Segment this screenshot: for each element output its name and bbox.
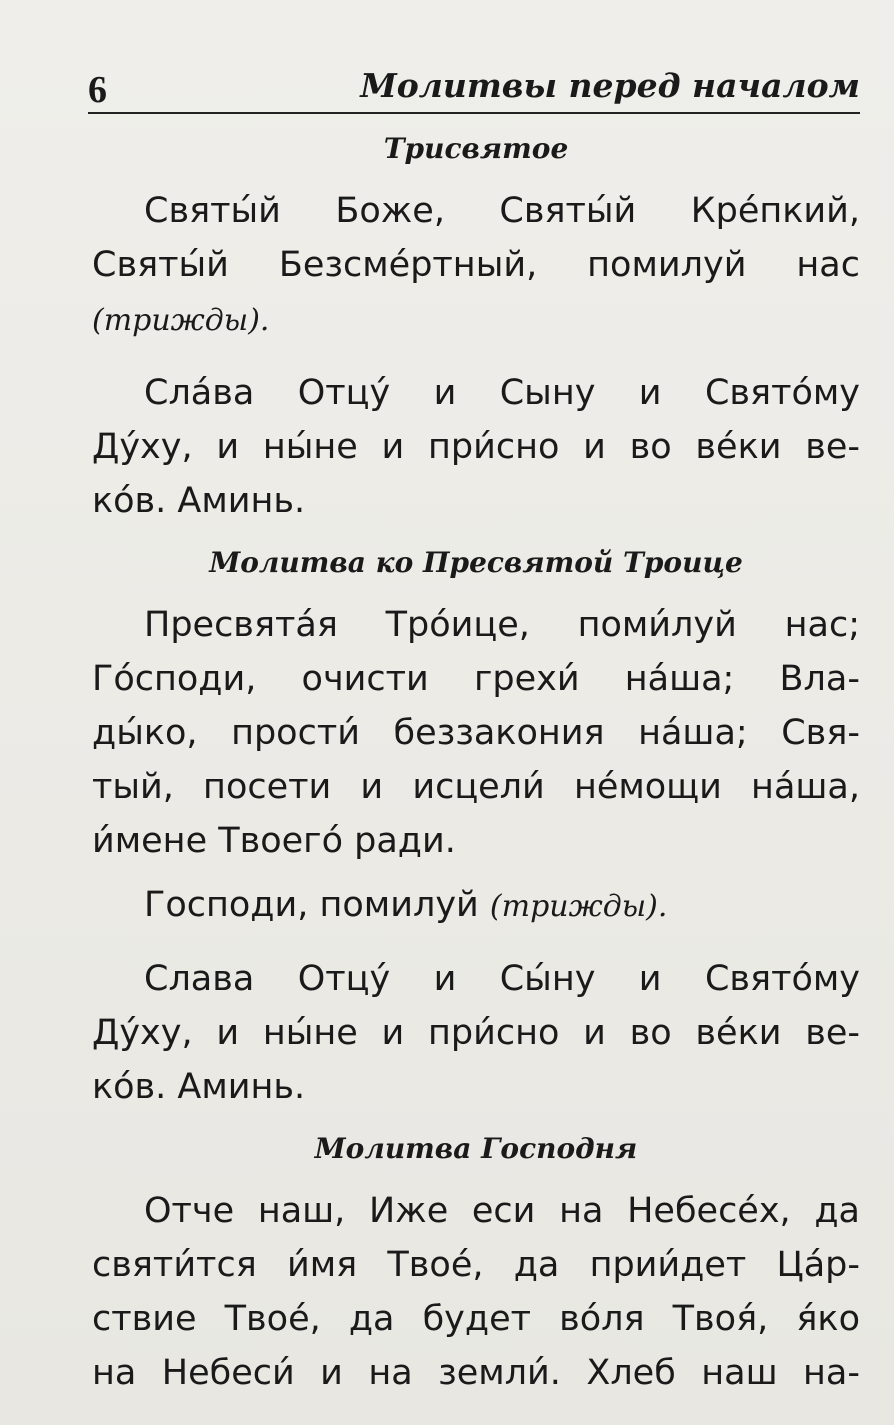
text-line: и́мене Твоего́ ради. — [92, 821, 456, 861]
page-header — [88, 62, 860, 110]
page-number: 6 — [88, 69, 107, 111]
text-line: ствие Твое́, да будет во́ля Твоя́, я́ко — [92, 1299, 860, 1339]
text-line: Сла́ва Отцу́ и Сыну и Свято́му — [144, 373, 860, 413]
paragraph — [92, 952, 860, 1114]
text-run: Господи, помилуй — [144, 885, 479, 925]
text-line — [92, 292, 860, 348]
text-line: Пресвята́я Тро́ице, поми́луй нас; — [144, 605, 860, 645]
text-line: на Небеси́ и на земли́. Хлеб наш на- — [92, 1353, 860, 1393]
text-line: ды́ко, прости́ беззакония на́ша; Свя- — [92, 713, 860, 753]
text-line: Ду́ху, и ны́не и при́сно и во ве́ки ве- — [92, 427, 860, 467]
rubric-note: (трижды). — [489, 889, 668, 924]
text-line: Слава Отцу́ и Сы́ну и Свято́му — [144, 959, 860, 999]
paragraph — [92, 878, 860, 934]
text-line: Отче наш, Иже еси на Небесе́х, да — [144, 1191, 860, 1231]
section-heading-lords-prayer: Молитва Господня — [314, 1132, 638, 1165]
text-line: Го́споди, очисти грехи́ на́ша; Вла- — [92, 659, 860, 699]
paragraph — [92, 598, 860, 868]
page-body — [92, 124, 860, 1400]
paragraph — [92, 366, 860, 528]
section-heading-trisagion: Трисвятое — [383, 132, 569, 165]
text-line: Святы́й Боже, Святы́й Кре́пкий, — [144, 191, 860, 231]
rubric-note: (трижды). — [92, 303, 270, 338]
text-line: Святы́й Безсме́ртный, помилуй нас — [92, 245, 860, 285]
section-heading-trinity: Молитва ко Пресвятой Троице — [209, 546, 743, 579]
paragraph — [92, 1184, 860, 1400]
text-line: святи́тся и́мя Твое́, да прии́дет Ца́р- — [92, 1245, 860, 1285]
text-line — [92, 878, 860, 934]
header-divider — [88, 112, 860, 114]
running-title: Молитвы перед началом — [360, 66, 860, 105]
text-line: ко́в. Аминь. — [92, 1067, 306, 1107]
text-line: Ду́ху, и ны́не и при́сно и во ве́ки ве- — [92, 1013, 860, 1053]
text-line: тый, посети и исцели́ не́мощи на́ша, — [92, 767, 860, 807]
paragraph — [92, 184, 860, 348]
text-line: ко́в. Аминь. — [92, 481, 306, 521]
